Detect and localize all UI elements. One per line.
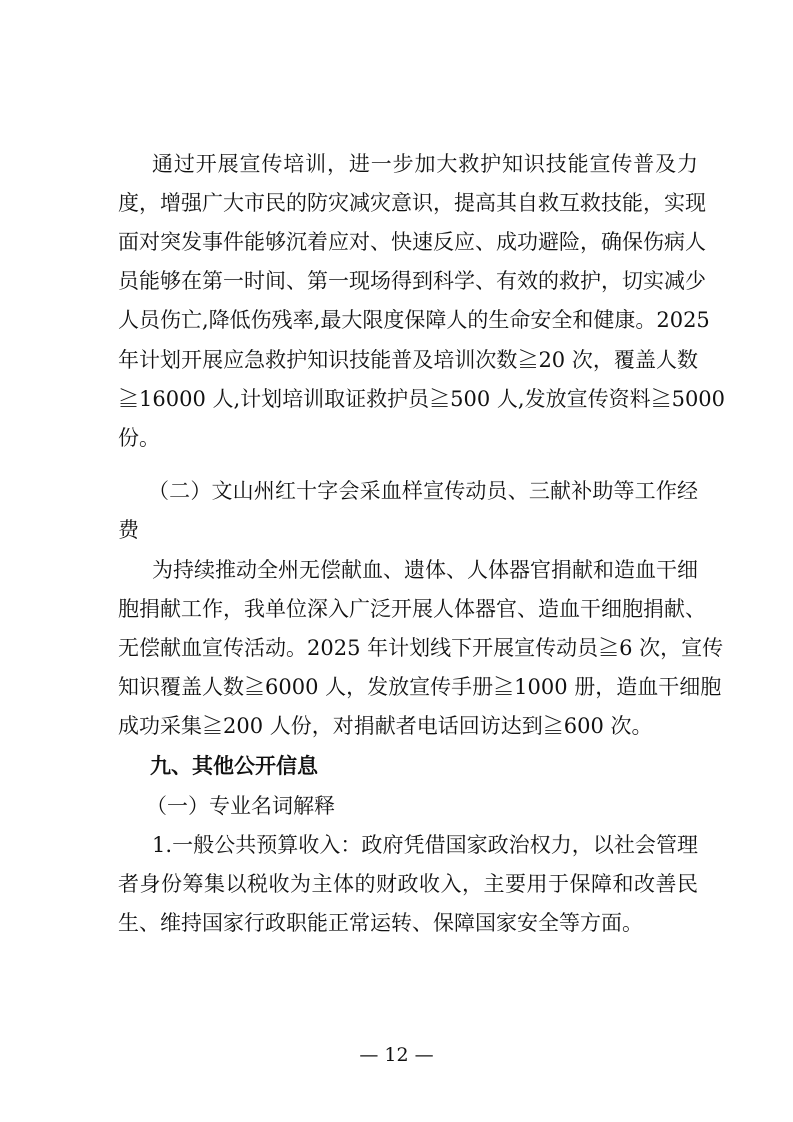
- chapter-heading: 九、其他公开信息: [150, 754, 318, 778]
- paragraph-3-line-1: 1.一般公共预算收入：政府凭借国家政治权力，以社会管理: [152, 833, 698, 857]
- paragraph-1-line-4: 员能够在第一时间、第一现场得到科学、有效的救护，切实减少: [118, 269, 706, 293]
- paragraph-2-line-3: 无偿献血宣传活动。2025 年计划线下开展宣传动员≧6 次，宣传: [118, 636, 724, 660]
- paragraph-2-line-1: 为持续推动全州无偿献血、遗体、人体器官捐献和造血干细: [152, 558, 698, 582]
- page-number: — 12 —: [359, 1044, 434, 1066]
- paragraph-1-line-2: 度，增强广大市民的防灾减灾意识，提高其自救互救技能，实现: [118, 191, 706, 215]
- paragraph-3-line-2: 者身份筹集以税收为主体的财政收入，主要用于保障和改善民: [118, 872, 698, 896]
- paragraph-3-line-3: 生、维持国家行政职能正常运转、保障国家安全等方面。: [118, 911, 643, 935]
- paragraph-1-line-8: 份。: [118, 426, 160, 450]
- paragraph-2-line-5: 成功采集≧200 人份，对捐献者电话回访达到≧600 次。: [118, 714, 653, 738]
- paragraph-1-line-3: 面对突发事件能够沉着应对、快速反应、成功避险，确保伤病人: [118, 230, 706, 254]
- paragraph-1-line-1: 通过开展宣传培训，进一步加大救护知识技能宣传普及力: [152, 152, 698, 176]
- paragraph-1-line-6: 年计划开展应急救护知识技能普及培训次数≧20 次，覆盖人数: [118, 348, 698, 372]
- paragraph-1-line-5: 人员伤亡,降低伤残率,最大限度保障人的生命安全和健康。2025: [118, 308, 710, 332]
- section-heading-2-line-2: 费: [118, 518, 139, 542]
- subsection-heading: （一）专业名词解释: [146, 794, 335, 818]
- paragraph-1-line-7: ≧16000 人,计划培训取证救护员≧500 人,发放宣传资料≧5000: [118, 387, 726, 411]
- paragraph-2-line-2: 胞捐献工作，我单位深入广泛开展人体器官、造血干细胞捐献、: [118, 597, 706, 621]
- paragraph-2-line-4: 知识覆盖人数≧6000 人，发放宣传手册≧1000 册，造血干细胞: [118, 675, 722, 699]
- section-heading-2-line-1: （二）文山州红十字会采血样宣传动员、三献补助等工作经: [148, 479, 698, 503]
